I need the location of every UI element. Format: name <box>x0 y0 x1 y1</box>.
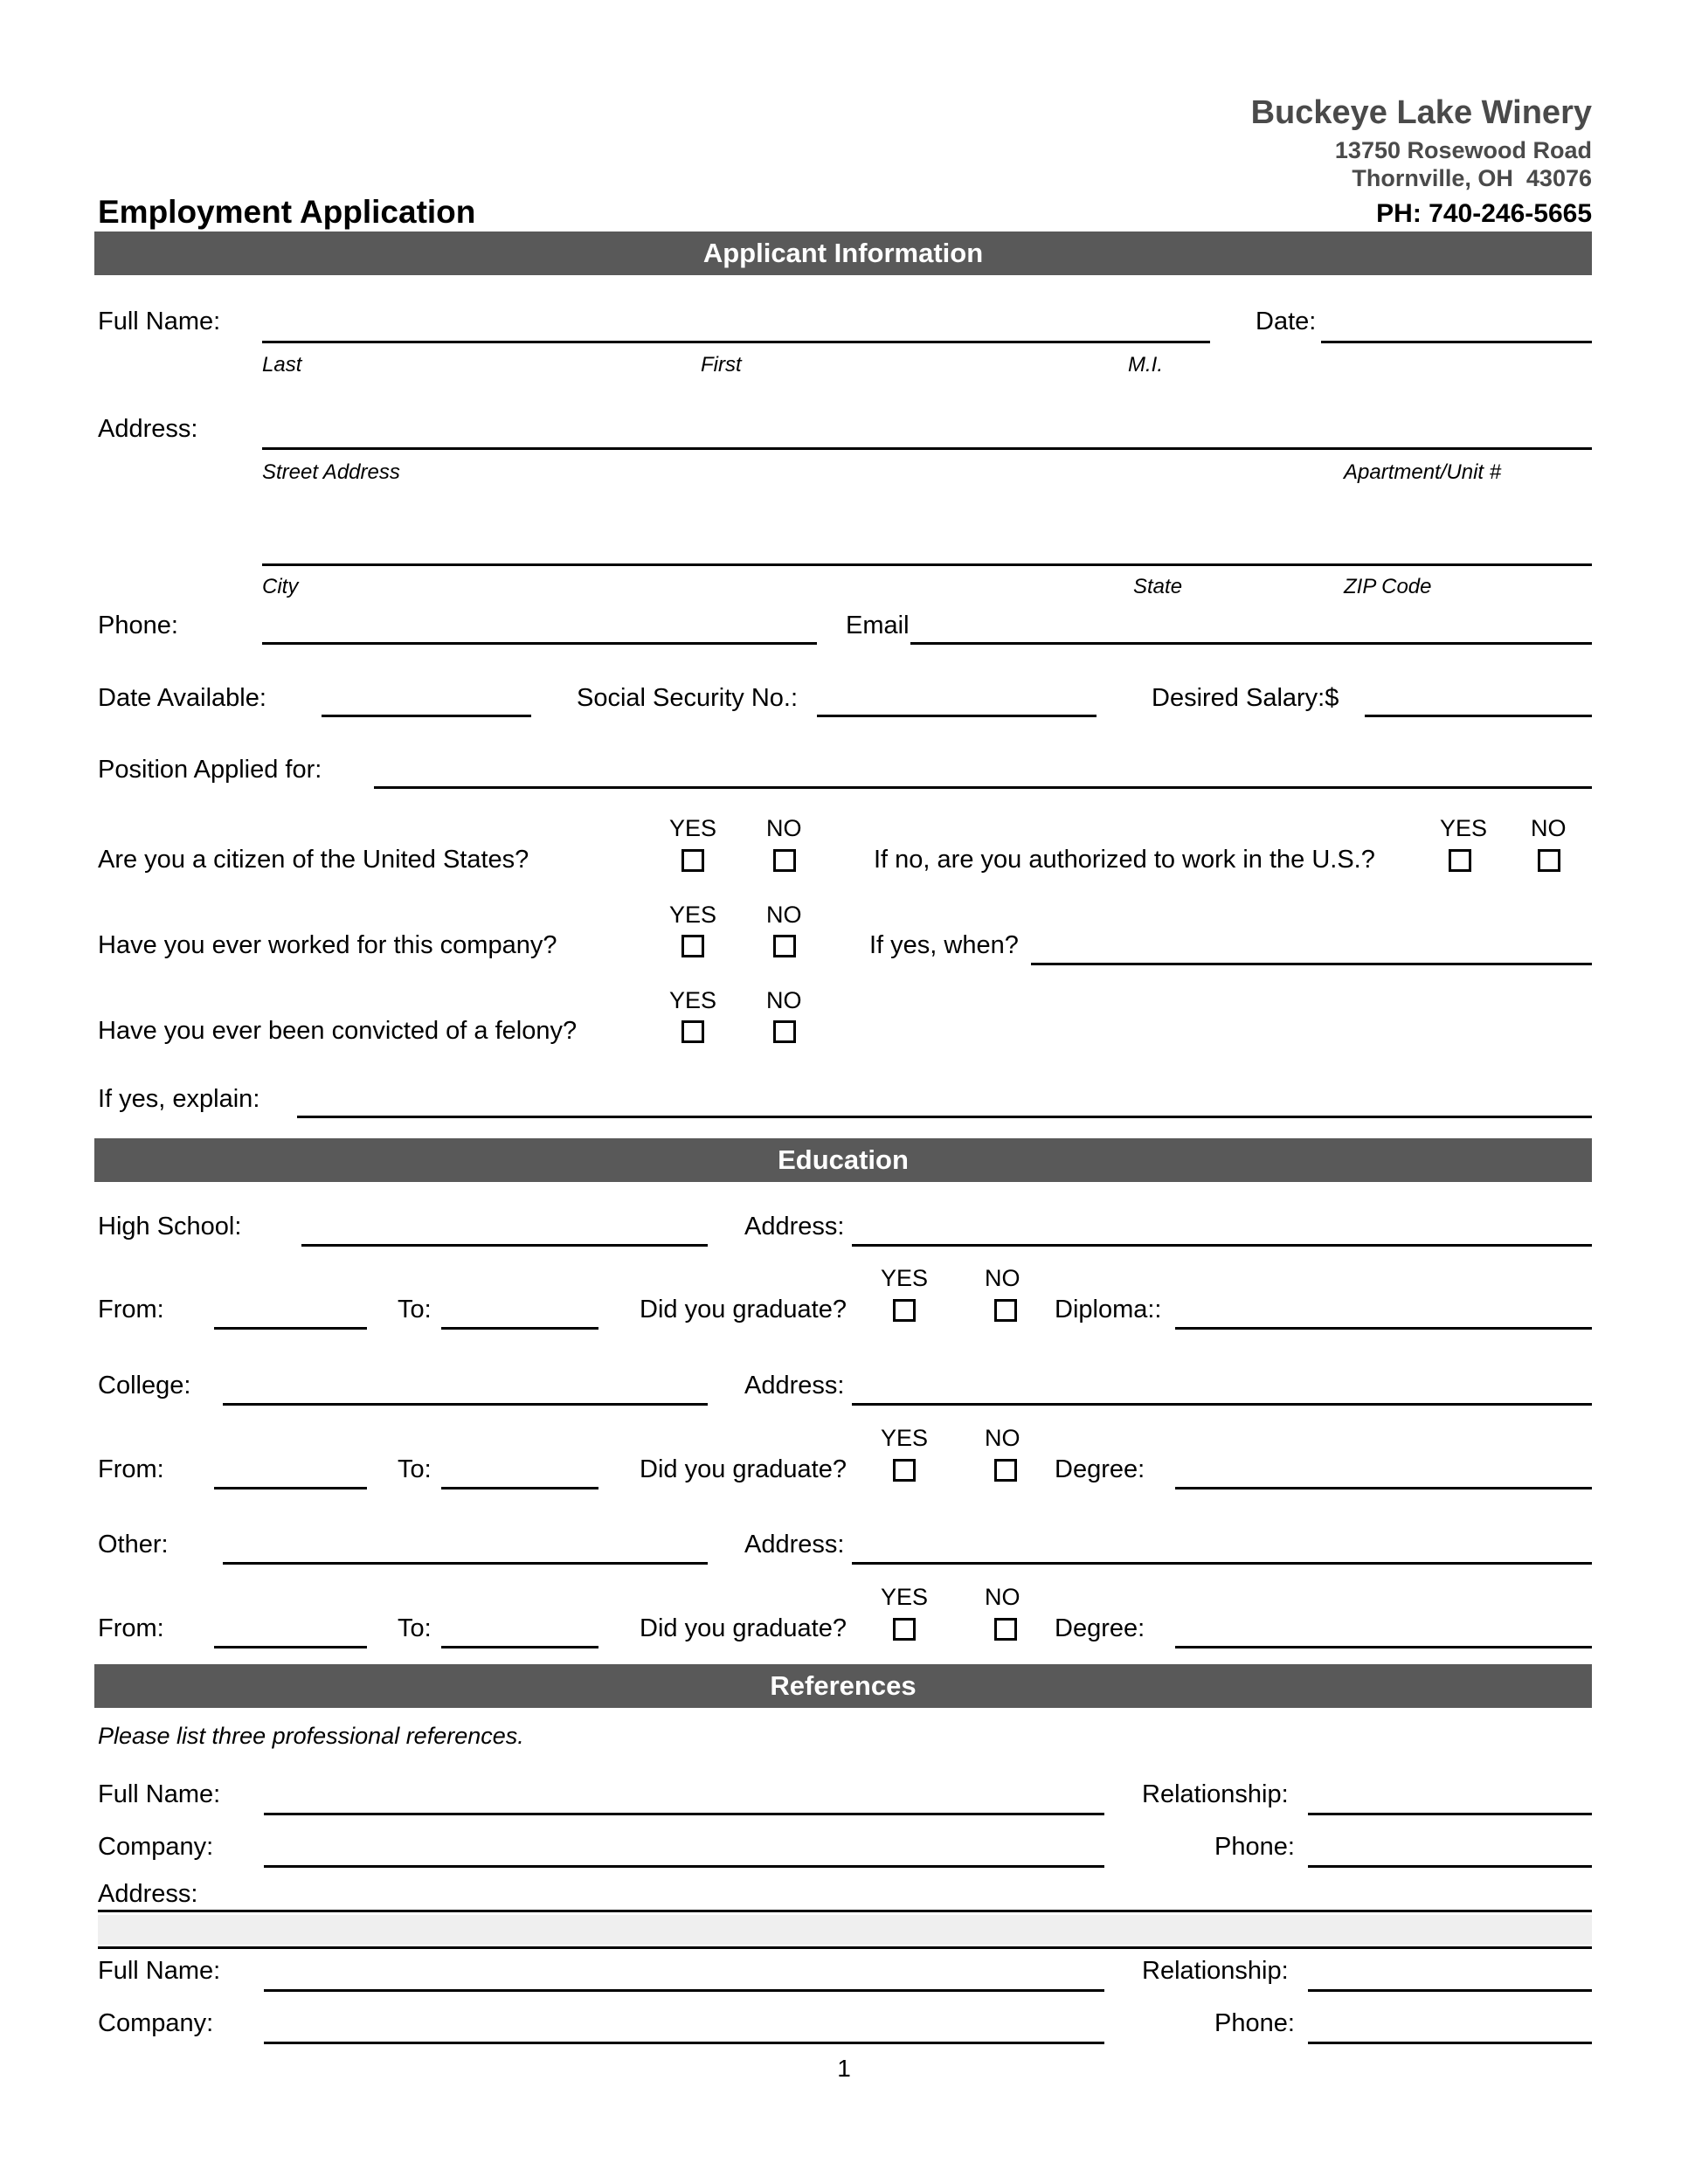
college-graduate-no-checkbox[interactable] <box>994 1459 1017 1482</box>
ref1-address-input-line-bottom[interactable] <box>98 1946 1592 1949</box>
college-graduate-no-label: NO <box>985 1425 1020 1451</box>
hs-graduate-yes-checkbox[interactable] <box>893 1299 916 1322</box>
worked-when-label: If yes, when? <box>869 931 1019 959</box>
hs-to-label: To: <box>398 1296 432 1324</box>
first-name-hint: First <box>701 353 742 377</box>
page-title: Employment Application <box>98 194 476 230</box>
hs-graduate-question: Did you graduate? <box>640 1296 847 1324</box>
worked-yes-checkbox[interactable] <box>681 935 704 957</box>
college-degree-input-line[interactable] <box>1175 1487 1592 1489</box>
other-school-address-label: Address: <box>744 1531 845 1559</box>
phone-label: Phone: <box>98 612 178 639</box>
section-header-references: References <box>94 1664 1592 1708</box>
hs-diploma-label: Diploma:: <box>1055 1296 1162 1324</box>
other-graduate-question: Did you graduate? <box>640 1614 847 1642</box>
street-address-hint: Street Address <box>262 460 400 484</box>
ref1-address-shaded-field[interactable] <box>98 1915 1592 1945</box>
worked-no-checkbox[interactable] <box>773 935 796 957</box>
college-to-label: To: <box>398 1455 432 1483</box>
other-school-name-input-line[interactable] <box>223 1562 708 1565</box>
citizen-question: Are you a citizen of the United States? <box>98 846 529 874</box>
ref1-full-name-label: Full Name: <box>98 1780 221 1808</box>
state-hint: State <box>1133 575 1183 598</box>
phone-input-line[interactable] <box>262 642 817 645</box>
other-graduate-no-checkbox[interactable] <box>994 1618 1017 1641</box>
other-graduate-yes-checkbox[interactable] <box>893 1618 916 1641</box>
hs-graduate-no-checkbox[interactable] <box>994 1299 1017 1322</box>
felony-yes-label: YES <box>669 987 717 1013</box>
college-label: College: <box>98 1372 191 1400</box>
high-school-address-label: Address: <box>744 1213 845 1241</box>
street-address-input-line[interactable] <box>262 447 1592 450</box>
college-graduate-question: Did you graduate? <box>640 1455 847 1483</box>
company-phone: PH: 740-246-5665 <box>1376 199 1592 228</box>
high-school-name-input-line[interactable] <box>301 1244 708 1247</box>
other-school-address-input-line[interactable] <box>852 1562 1592 1565</box>
high-school-label: High School: <box>98 1213 242 1241</box>
email-input-line[interactable] <box>910 642 1592 645</box>
other-degree-input-line[interactable] <box>1175 1646 1592 1648</box>
ref1-relationship-input-line[interactable] <box>1308 1813 1592 1815</box>
full-name-label: Full Name: <box>98 308 221 335</box>
other-graduate-yes-label: YES <box>881 1584 929 1610</box>
company-address-line2: Thornville, OH 43076 <box>1352 165 1592 191</box>
ref2-full-name-input-line[interactable] <box>264 1989 1104 1992</box>
explain-input-line[interactable] <box>297 1116 1592 1118</box>
college-name-input-line[interactable] <box>223 1403 708 1406</box>
ref1-full-name-input-line[interactable] <box>264 1813 1104 1815</box>
felony-no-checkbox[interactable] <box>773 1020 796 1043</box>
authorized-no-checkbox[interactable] <box>1538 849 1560 872</box>
date-available-input-line[interactable] <box>322 715 531 717</box>
position-applied-input-line[interactable] <box>374 786 1592 789</box>
ref1-address-label: Address: <box>98 1880 198 1908</box>
college-to-input-line[interactable] <box>441 1487 598 1489</box>
hs-from-input-line[interactable] <box>214 1327 367 1330</box>
hs-graduate-yes-label: YES <box>881 1265 929 1291</box>
desired-salary-input-line[interactable] <box>1365 715 1592 717</box>
high-school-address-input-line[interactable] <box>852 1244 1592 1247</box>
authorized-yes-label: YES <box>1440 815 1488 841</box>
college-graduate-yes-label: YES <box>881 1425 929 1451</box>
college-degree-label: Degree: <box>1055 1455 1145 1483</box>
ref2-relationship-label: Relationship: <box>1142 1957 1289 1985</box>
college-from-label: From: <box>98 1455 164 1483</box>
hs-diploma-input-line[interactable] <box>1175 1327 1592 1330</box>
ref1-address-input-line[interactable] <box>98 1910 1592 1912</box>
felony-yes-checkbox[interactable] <box>681 1020 704 1043</box>
authorized-question: If no, are you authorized to work in the U.S.? <box>874 846 1375 874</box>
ref2-relationship-input-line[interactable] <box>1308 1989 1592 1992</box>
city-state-zip-input-line[interactable] <box>262 563 1592 566</box>
felony-no-label: NO <box>766 987 802 1013</box>
worked-no-label: NO <box>766 902 802 928</box>
authorized-no-label: NO <box>1531 815 1567 841</box>
full-name-input-line[interactable] <box>262 341 1210 343</box>
worked-when-input-line[interactable] <box>1031 963 1592 965</box>
worked-yes-label: YES <box>669 902 717 928</box>
other-from-label: From: <box>98 1614 164 1642</box>
ref1-company-label: Company: <box>98 1833 214 1861</box>
ssn-input-line[interactable] <box>817 715 1097 717</box>
desired-salary-label: Desired Salary:$ <box>1152 684 1339 712</box>
explain-label: If yes, explain: <box>98 1085 260 1113</box>
hs-to-input-line[interactable] <box>441 1327 598 1330</box>
hs-graduate-no-label: NO <box>985 1265 1020 1291</box>
ssn-label: Social Security No.: <box>577 684 799 712</box>
ref2-company-input-line[interactable] <box>264 2042 1104 2044</box>
address-label: Address: <box>98 415 198 443</box>
position-applied-label: Position Applied for: <box>98 756 322 784</box>
ref2-full-name-label: Full Name: <box>98 1957 221 1985</box>
hs-from-label: From: <box>98 1296 164 1324</box>
citizen-no-checkbox[interactable] <box>773 849 796 872</box>
date-label: Date: <box>1256 308 1317 335</box>
ref1-phone-input-line[interactable] <box>1308 1865 1592 1868</box>
ref2-phone-input-line[interactable] <box>1308 2042 1592 2044</box>
middle-initial-hint: M.I. <box>1128 353 1163 377</box>
college-address-input-line[interactable] <box>852 1403 1592 1406</box>
city-hint: City <box>262 575 299 598</box>
section-header-applicant-information: Applicant Information <box>94 232 1592 275</box>
college-from-input-line[interactable] <box>214 1487 367 1489</box>
other-to-input-line[interactable] <box>441 1646 598 1648</box>
email-label: Email <box>846 612 910 639</box>
company-name: Buckeye Lake Winery <box>1250 94 1592 131</box>
other-graduate-no-label: NO <box>985 1584 1020 1610</box>
other-to-label: To: <box>398 1614 432 1642</box>
section-header-education: Education <box>94 1138 1592 1182</box>
college-address-label: Address: <box>744 1372 845 1400</box>
ref1-company-input-line[interactable] <box>264 1865 1104 1868</box>
ref2-phone-label: Phone: <box>1214 2009 1295 2037</box>
authorized-yes-checkbox[interactable] <box>1449 849 1471 872</box>
page-number: 1 <box>837 2055 851 2082</box>
citizen-yes-checkbox[interactable] <box>681 849 704 872</box>
worked-question: Have you ever worked for this company? <box>98 931 557 959</box>
other-school-label: Other: <box>98 1531 169 1559</box>
date-available-label: Date Available: <box>98 684 266 712</box>
company-address-line1: 13750 Rosewood Road <box>1334 137 1592 163</box>
last-name-hint: Last <box>262 353 302 377</box>
zip-code-hint: ZIP Code <box>1344 575 1432 598</box>
citizen-no-label: NO <box>766 815 802 841</box>
ref1-phone-label: Phone: <box>1214 1833 1295 1861</box>
felony-question: Have you ever been convicted of a felony? <box>98 1017 578 1045</box>
other-degree-label: Degree: <box>1055 1614 1145 1642</box>
references-intro: Please list three professional references. <box>98 1723 524 1749</box>
citizen-yes-label: YES <box>669 815 717 841</box>
college-graduate-yes-checkbox[interactable] <box>893 1459 916 1482</box>
ref1-relationship-label: Relationship: <box>1142 1780 1289 1808</box>
date-input-line[interactable] <box>1321 341 1592 343</box>
other-from-input-line[interactable] <box>214 1646 367 1648</box>
apartment-unit-hint: Apartment/Unit # <box>1344 460 1502 484</box>
ref2-company-label: Company: <box>98 2009 214 2037</box>
